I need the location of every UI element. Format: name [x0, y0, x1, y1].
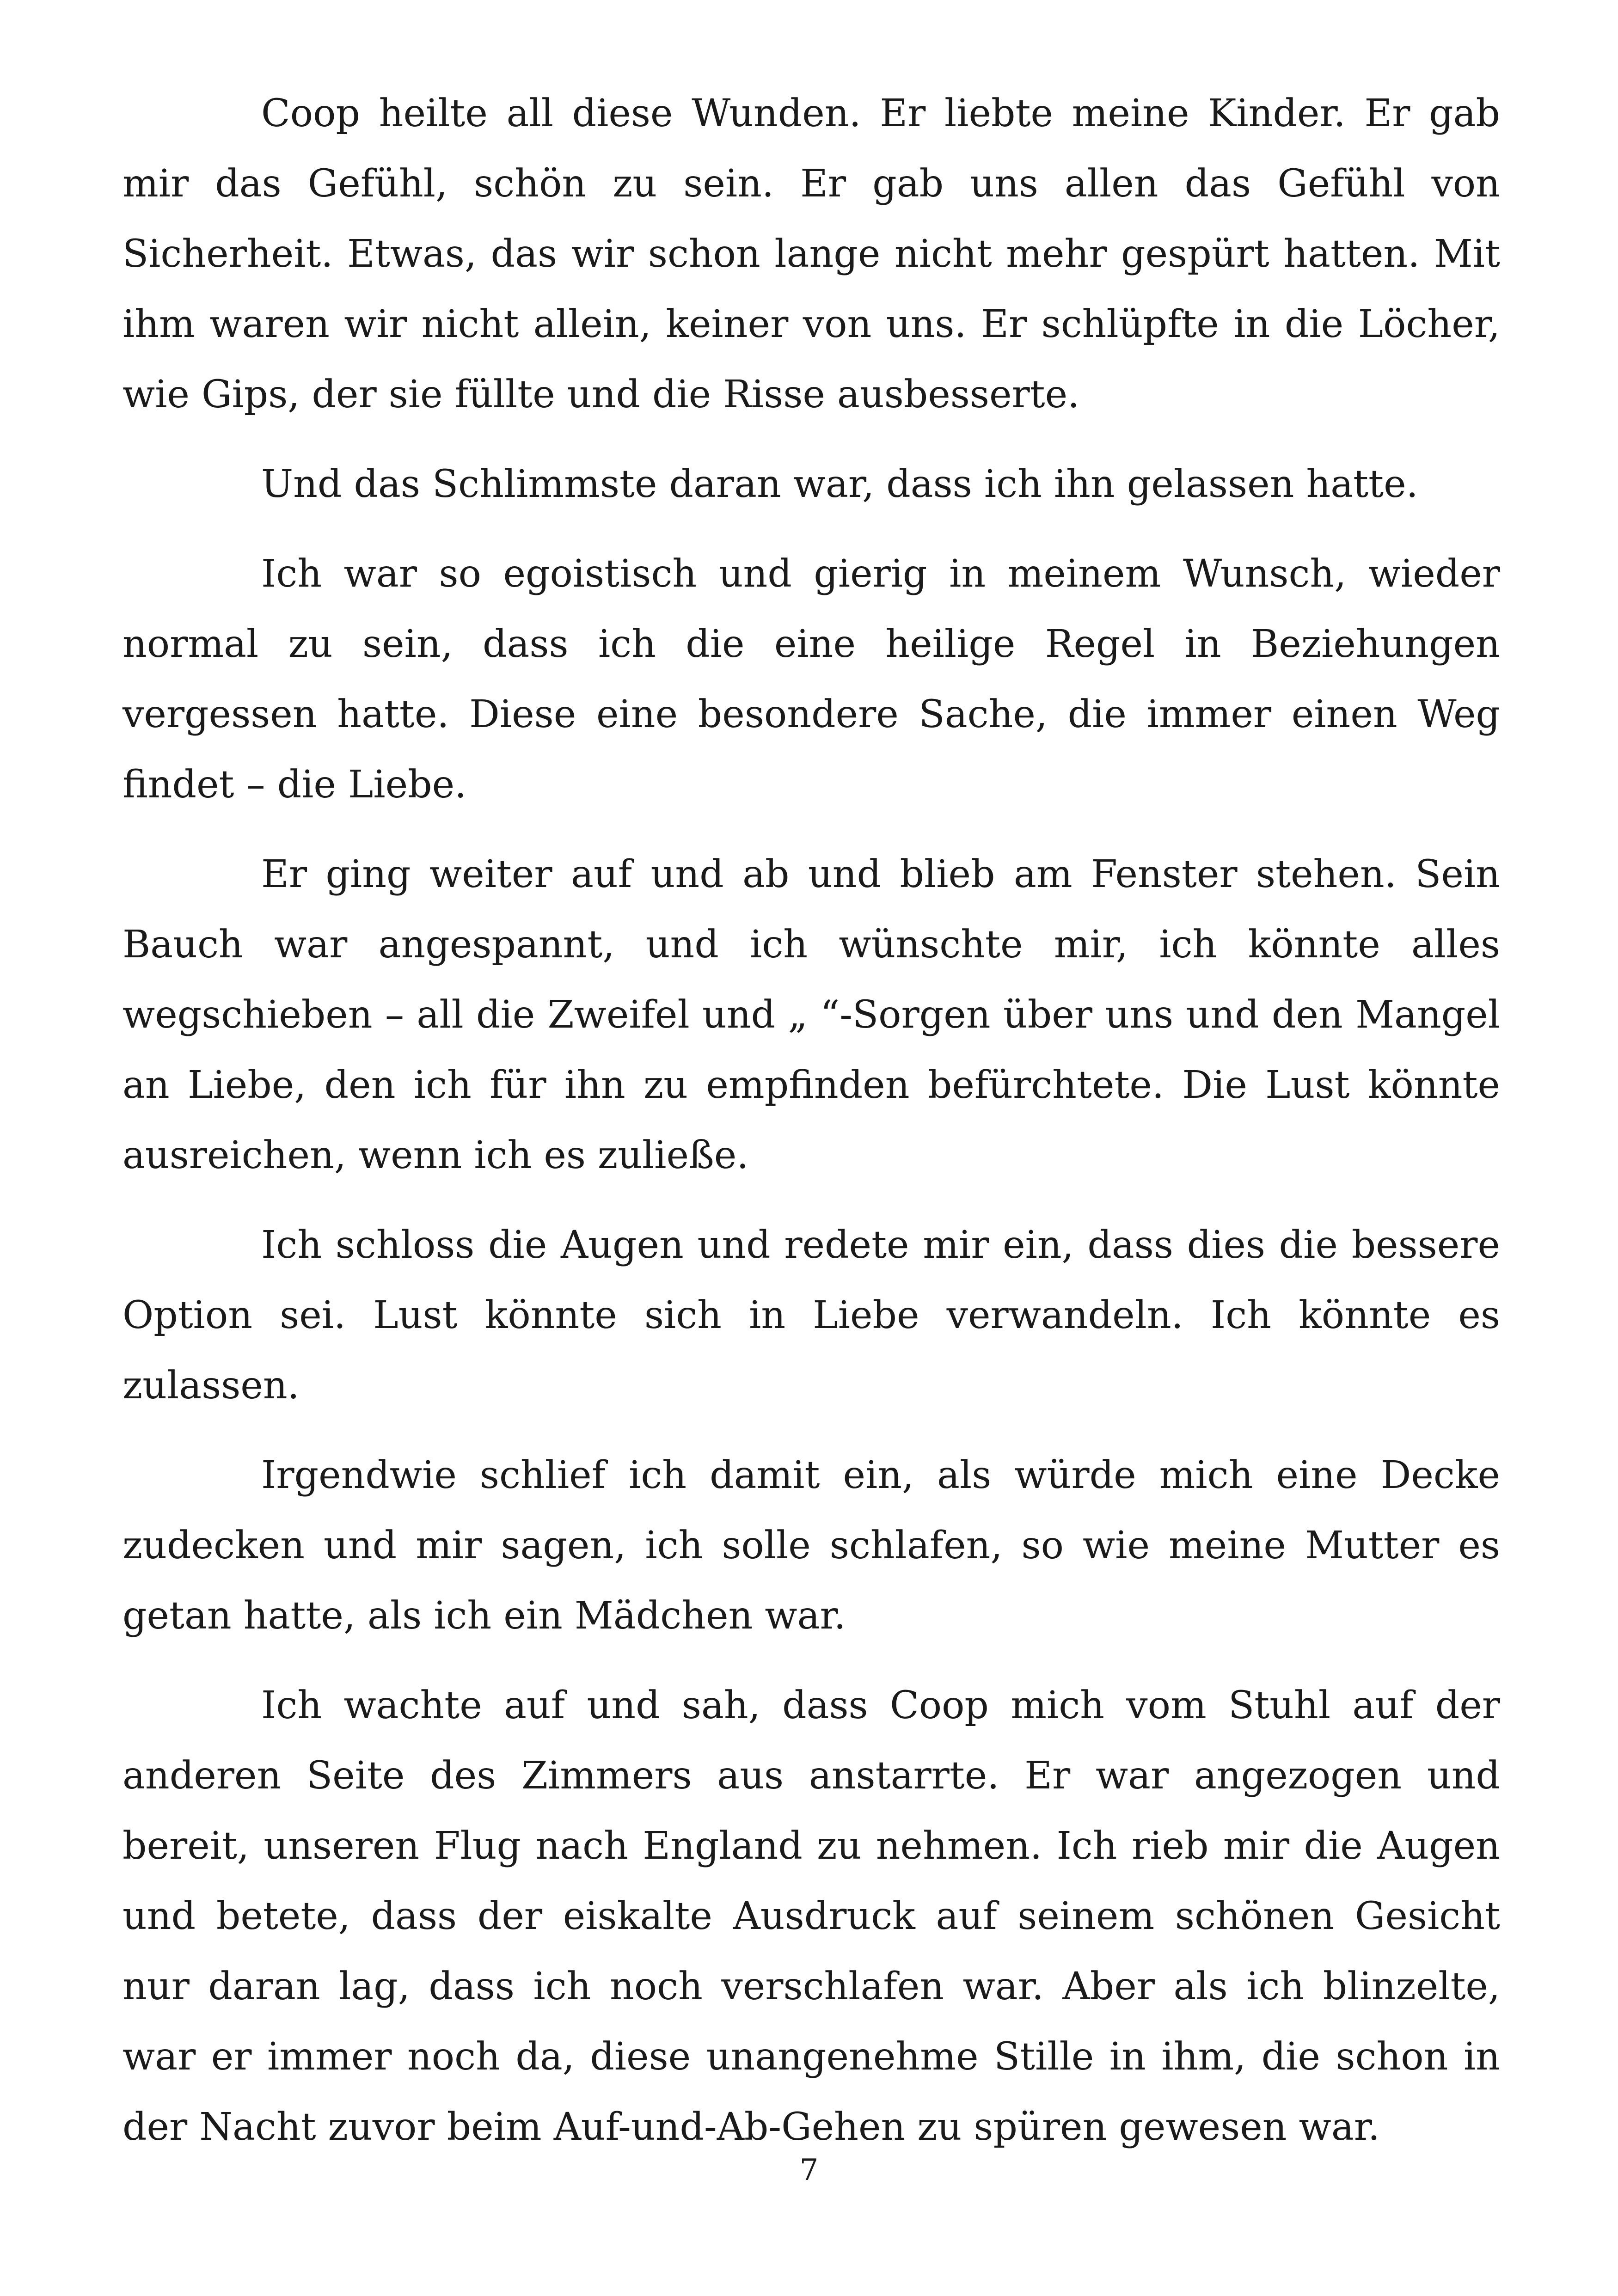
page-number: 7 [799, 2153, 819, 2187]
paragraph: Er ging weiter auf und ab und blieb am Fenster stehen. Sein Bauch war angespannt, und ich wünschte mir, ich könnte alles wegschieben – all die Zweifel und „ “-Sorgen über uns und den Mangel an Liebe, den ich für ihn zu empfinden befürchtete. Die Lust könnte ausreichen, wenn ich es zuließe. [123, 852, 1500, 1177]
paragraph: Ich schloss die Augen und redete mir ein, dass dies die bessere Option sei. Lust könnte sich in Liebe verwandeln. Ich könnte es zulassen. [123, 1223, 1500, 1408]
paragraph: Coop heilte all diese Wunden. Er liebte meine Kinder. Er gab mir das Gefühl, schön zu sein. Er gab uns allen das Gefühl von Sicherheit. Etwas, das wir schon lange nicht mehr gespürt hatten. Mit ihm waren wir nicht allein, keiner von uns. Er schlüpfte in die Löcher, wie Gips, der sie füllte und die Risse ausbesserte. [123, 92, 1500, 416]
body-text [123, 79, 1500, 2182]
paragraph: Und das Schlimmste daran war, dass ich ihn gelassen hatte. [261, 462, 1418, 506]
paragraph: Ich war so egoistisch und gierig in meinem Wunsch, wieder normal zu sein, dass ich die eine heilige Regel in Beziehungen vergessen hatte. Diese eine besondere Sache, die immer einen Weg findet – die Liebe. [123, 552, 1500, 807]
paragraph: Irgendwie schlief ich damit ein, als würde mich eine Decke zudecken und mir sagen, ich solle schlafen, so wie meine Mutter es getan hatte, als ich ein Mädchen war. [123, 1453, 1500, 1638]
paragraph: Ich wachte auf und sah, dass Coop mich vom Stuhl auf der anderen Seite des Zimmers aus anstarrte. Er war angezogen und bereit, unseren Flug nach England zu nehmen. Ich rieb mir die Augen und betete, dass der eiskalte Ausdruck auf seinem schönen Gesicht nur daran lag, dass ich noch verschlafen war. Aber als ich blinzelte, war er immer noch da, diese unangenehme Stille in ihm, die schon in der Nacht zuvor beim Auf-und-Ab-Gehen zu spüren gewesen war. [123, 1684, 1500, 2149]
